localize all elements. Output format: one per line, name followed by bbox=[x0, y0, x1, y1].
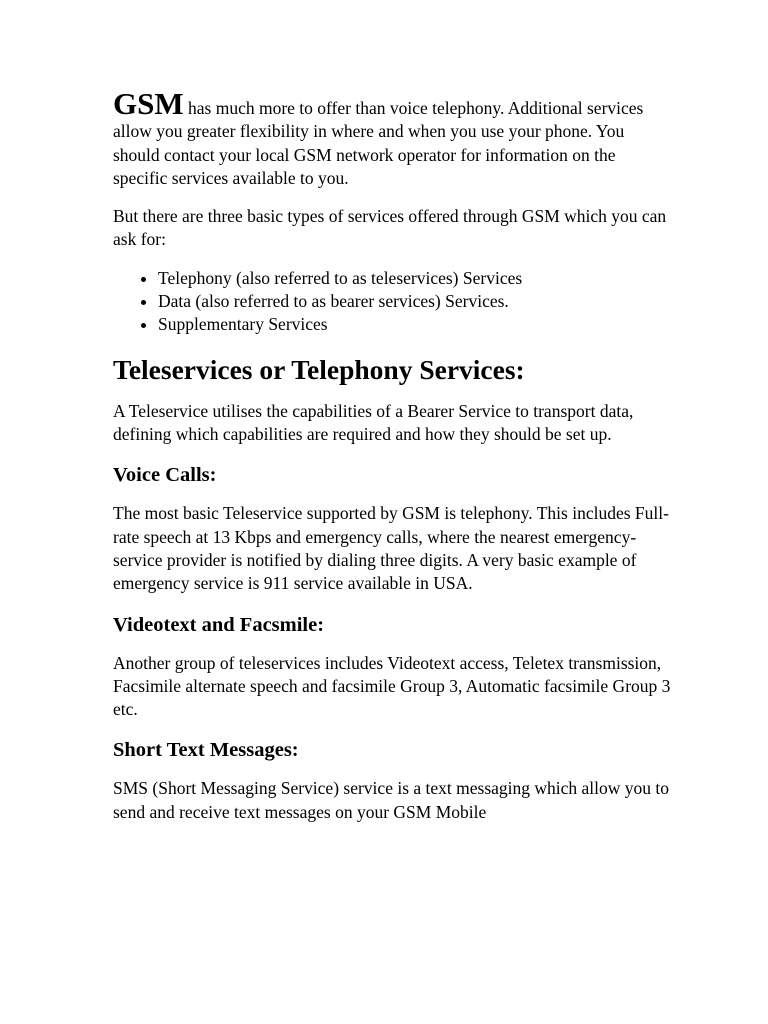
list-item: • Data (also referred to as bearer services) Services. bbox=[158, 290, 673, 313]
teleservices-paragraph: A Teleservice utilises the capabilities of a Bearer Service to transport data, defining which capabilities are required and how they should be set up. bbox=[113, 400, 634, 445]
voice-calls-heading: Voice Calls: bbox=[113, 464, 217, 487]
lead-word: GSM bbox=[113, 86, 184, 121]
service-types-list bbox=[113, 267, 673, 336]
list-item: • Supplementary Services bbox=[158, 313, 673, 336]
videotext-heading: Videotext and Facsmile: bbox=[113, 613, 325, 636]
short-text-paragraph: SMS (Short Messaging Service) service is a text messaging which allow you to send and receive text messages on your GSM Mobile bbox=[113, 778, 670, 822]
voice-calls-paragraph: The most basic Teleservice supported by GSM is telephony. This includes Full-rate speech at 13 Kbps and emergency calls, where the nearest emergency- service provider is notified by dialing three digits. A very basic example of emergency service is 911 service available in USA. bbox=[113, 503, 669, 594]
videotext-paragraph: Another group of teleservices includes Videotext access, Teletex transmission, Facsimile alternate speech and facsimile Group 3, Automatic facsimile Group 3 etc. bbox=[113, 652, 671, 720]
services-intro-paragraph: But there are three basic types of services offered through GSM which you can ask for: bbox=[113, 206, 667, 250]
intro-text: has much more to offer than voice telephony. Additional services allow you greater flexibility in where and when you use your phone. You should contact your local GSM network operator for information on the specific services available to you. bbox=[113, 98, 644, 188]
short-text-heading: Short Text Messages: bbox=[113, 739, 299, 762]
teleservices-heading: Teleservices or Telephony Services: bbox=[113, 353, 525, 385]
document-content bbox=[113, 86, 673, 824]
intro-paragraph bbox=[113, 86, 673, 190]
list-item: • Telephony (also referred to as teleservices) Services bbox=[158, 267, 673, 290]
